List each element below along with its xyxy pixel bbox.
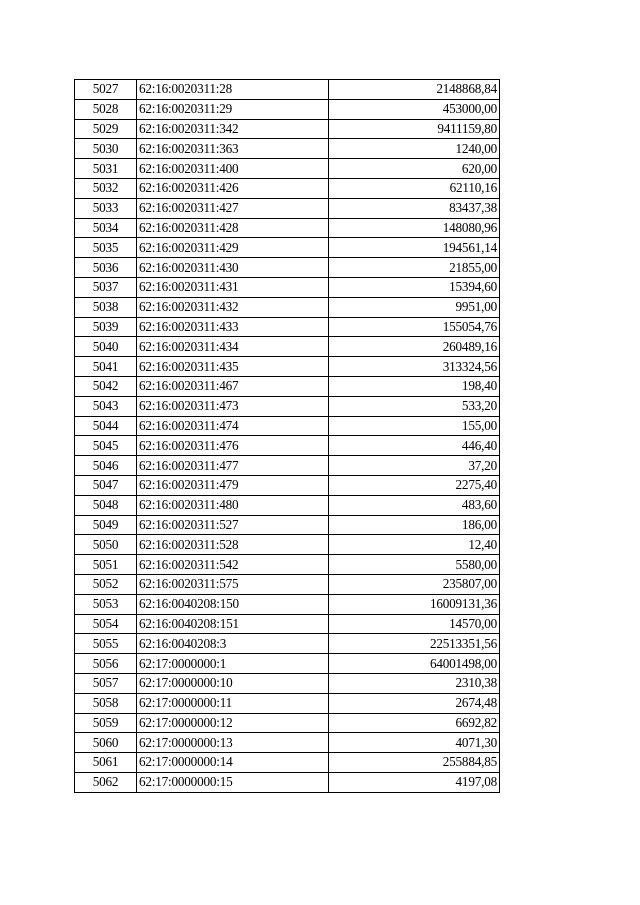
cadastral-number-cell: 62:17:0000000:11 [137,693,329,713]
cadastral-number-cell: 62:16:0020311:363 [137,139,329,159]
value-cell: 9951,00 [329,297,500,317]
row-number-cell: 5049 [75,515,137,535]
table-row [75,337,500,357]
row-number-cell: 5042 [75,376,137,396]
row-number-cell: 5056 [75,654,137,674]
row-number-cell: 5046 [75,456,137,476]
value-cell: 5580,00 [329,555,500,575]
value-cell: 9411159,80 [329,119,500,139]
cadastral-number-cell: 62:16:0040208:150 [137,594,329,614]
table-row [75,376,500,396]
value-cell: 155,00 [329,416,500,436]
row-number-cell: 5034 [75,218,137,238]
table-row [75,693,500,713]
table-row [75,673,500,693]
value-cell: 16009131,36 [329,594,500,614]
cadastral-number-cell: 62:16:0020311:528 [137,535,329,555]
row-number-cell: 5029 [75,119,137,139]
value-cell: 22513351,56 [329,634,500,654]
table-row [75,574,500,594]
table-row [75,277,500,297]
row-number-cell: 5031 [75,159,137,179]
table-row [75,159,500,179]
cadastral-number-cell: 62:16:0020311:426 [137,178,329,198]
row-number-cell: 5040 [75,337,137,357]
row-number-cell: 5058 [75,693,137,713]
value-cell: 453000,00 [329,99,500,119]
value-cell: 198,40 [329,376,500,396]
table-row [75,139,500,159]
value-cell: 2148868,84 [329,80,500,100]
value-cell: 12,40 [329,535,500,555]
table-row [75,80,500,100]
row-number-cell: 5032 [75,178,137,198]
row-number-cell: 5050 [75,535,137,555]
cadastral-number-cell: 62:17:0000000:15 [137,772,329,792]
row-number-cell: 5055 [75,634,137,654]
table-row [75,594,500,614]
value-cell: 260489,16 [329,337,500,357]
table-row [75,733,500,753]
row-number-cell: 5054 [75,614,137,634]
value-cell: 194561,14 [329,238,500,258]
table-row [75,99,500,119]
value-cell: 4197,08 [329,772,500,792]
row-number-cell: 5037 [75,277,137,297]
value-cell: 483,60 [329,495,500,515]
value-cell: 255884,85 [329,753,500,773]
row-number-cell: 5052 [75,574,137,594]
table-row [75,416,500,436]
table-row [75,614,500,634]
row-number-cell: 5033 [75,198,137,218]
row-number-cell: 5047 [75,475,137,495]
row-number-cell: 5045 [75,436,137,456]
table-row [75,713,500,733]
row-number-cell: 5027 [75,80,137,100]
table-row [75,535,500,555]
table-row [75,238,500,258]
value-cell: 1240,00 [329,139,500,159]
table-row [75,654,500,674]
cadastral-number-cell: 62:16:0020311:435 [137,357,329,377]
cadastral-number-cell: 62:16:0020311:432 [137,297,329,317]
cadastral-number-cell: 62:16:0020311:342 [137,119,329,139]
row-number-cell: 5039 [75,317,137,337]
value-cell: 148080,96 [329,218,500,238]
table-row [75,119,500,139]
table-row [75,436,500,456]
cadastral-number-cell: 62:17:0000000:1 [137,654,329,674]
cadastral-number-cell: 62:16:0020311:434 [137,337,329,357]
cadastral-number-cell: 62:16:0020311:479 [137,475,329,495]
row-number-cell: 5030 [75,139,137,159]
value-cell: 155054,76 [329,317,500,337]
cadastral-number-cell: 62:17:0000000:14 [137,753,329,773]
row-number-cell: 5057 [75,673,137,693]
cadastral-number-cell: 62:16:0020311:431 [137,277,329,297]
cadastral-number-cell: 62:16:0020311:400 [137,159,329,179]
row-number-cell: 5038 [75,297,137,317]
cadastral-number-cell: 62:16:0020311:29 [137,99,329,119]
value-cell: 2674,48 [329,693,500,713]
value-cell: 83437,38 [329,198,500,218]
cadastral-number-cell: 62:16:0020311:473 [137,396,329,416]
cadastral-value-table [74,79,500,793]
cadastral-number-cell: 62:16:0020311:429 [137,238,329,258]
cadastral-number-cell: 62:16:0020311:467 [137,376,329,396]
cadastral-number-cell: 62:16:0020311:28 [137,80,329,100]
table-row [75,357,500,377]
row-number-cell: 5044 [75,416,137,436]
table-row [75,456,500,476]
cadastral-number-cell: 62:16:0020311:480 [137,495,329,515]
cadastral-number-cell: 62:17:0000000:10 [137,673,329,693]
table-row [75,772,500,792]
cadastral-number-cell: 62:16:0020311:575 [137,574,329,594]
row-number-cell: 5060 [75,733,137,753]
table-row [75,495,500,515]
table-row [75,396,500,416]
value-cell: 21855,00 [329,258,500,278]
cadastral-number-cell: 62:16:0020311:474 [137,416,329,436]
cadastral-number-cell: 62:16:0020311:433 [137,317,329,337]
table-row [75,515,500,535]
value-cell: 446,40 [329,436,500,456]
row-number-cell: 5028 [75,99,137,119]
row-number-cell: 5053 [75,594,137,614]
cadastral-number-cell: 62:17:0000000:13 [137,733,329,753]
row-number-cell: 5059 [75,713,137,733]
row-number-cell: 5048 [75,495,137,515]
value-cell: 64001498,00 [329,654,500,674]
cadastral-number-cell: 62:16:0020311:476 [137,436,329,456]
cadastral-number-cell: 62:16:0020311:427 [137,198,329,218]
table-row [75,317,500,337]
value-cell: 4071,30 [329,733,500,753]
table-row [75,475,500,495]
cadastral-number-cell: 62:16:0020311:527 [137,515,329,535]
value-cell: 235807,00 [329,574,500,594]
row-number-cell: 5062 [75,772,137,792]
value-cell: 2310,38 [329,673,500,693]
row-number-cell: 5043 [75,396,137,416]
value-cell: 2275,40 [329,475,500,495]
row-number-cell: 5035 [75,238,137,258]
value-cell: 533,20 [329,396,500,416]
table-row [75,178,500,198]
value-cell: 620,00 [329,159,500,179]
value-cell: 37,20 [329,456,500,476]
row-number-cell: 5061 [75,753,137,773]
value-cell: 313324,56 [329,357,500,377]
value-cell: 14570,00 [329,614,500,634]
cadastral-number-cell: 62:17:0000000:12 [137,713,329,733]
table-row [75,555,500,575]
table-body [75,80,500,793]
table-row [75,297,500,317]
value-cell: 62110,16 [329,178,500,198]
table-row [75,634,500,654]
cadastral-number-cell: 62:16:0040208:151 [137,614,329,634]
row-number-cell: 5041 [75,357,137,377]
cadastral-number-cell: 62:16:0020311:428 [137,218,329,238]
table-row [75,198,500,218]
cadastral-number-cell: 62:16:0020311:542 [137,555,329,575]
table-row [75,218,500,238]
table-row [75,753,500,773]
cadastral-number-cell: 62:16:0040208:3 [137,634,329,654]
row-number-cell: 5051 [75,555,137,575]
cadastral-number-cell: 62:16:0020311:477 [137,456,329,476]
cadastral-number-cell: 62:16:0020311:430 [137,258,329,278]
value-cell: 6692,82 [329,713,500,733]
value-cell: 186,00 [329,515,500,535]
table-row [75,258,500,278]
value-cell: 15394,60 [329,277,500,297]
row-number-cell: 5036 [75,258,137,278]
